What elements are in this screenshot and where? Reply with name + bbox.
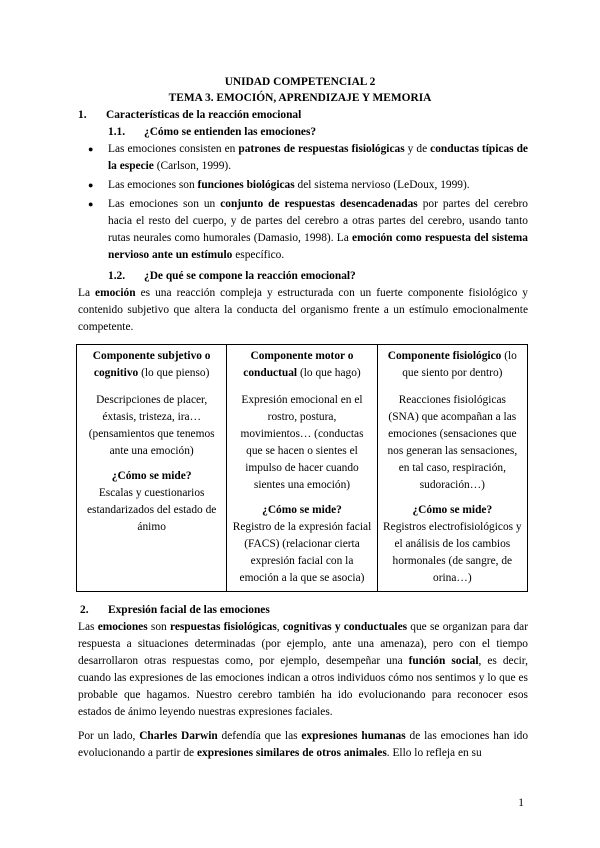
subsection-1-2-heading — [108, 268, 356, 285]
subsection-1-1-title: ¿Cómo se entienden las emociones? — [144, 126, 317, 138]
list-item: ● Las emociones consisten en patrones de respuestas fisiológicas y de conductas típicas de la especie (Carlson, 1999). — [88, 141, 528, 175]
section2-title: Expresión facial de las emociones — [108, 604, 270, 616]
subsection-1-2-title: ¿De qué se compone la reacción emocional? — [144, 270, 356, 282]
list-item: ● Las emociones son un conjunto de respuestas desencadenadas por partes del cerebro hacia el resto del cuerpo, y de partes del cerebro a otras partes del cerebro, usando tanto rutas neurales como humorales (Damasio, 1998). La emoción como respuesta del sistema nervioso ante un estímulo específico. — [88, 196, 528, 264]
section1-heading — [78, 107, 301, 124]
unit-title: UNIDAD COMPETENCIAL 2 — [224, 76, 376, 88]
subsection-1-1-heading — [108, 124, 316, 141]
component-subjective-cell: Componente subjetivo o cognitivo (lo que pienso) Descripciones de placer, éxtasis, tristeza, ira… (pensamientos que tenemos ante una emoción) ¿Cómo se mide? Escalas y cuestionarios estandarizados del estado de ánimo — [77, 345, 227, 592]
emotion-components-table — [76, 344, 528, 592]
section2-number: 2. — [80, 604, 89, 616]
page-number: 1 — [518, 797, 524, 809]
emotion-definitions-list — [88, 141, 528, 266]
component-physiological-cell: Componente fisiológico (lo que siento por dentro) Reacciones fisiológicas (SNA) que acompañan a las emociones (sensaciones que nos generan las sensaciones, en tal caso, respiración, sudoración…) ¿Cómo se mide? Registros electrofisiológicos y el análisis de los cambios hormonales (de sangre, de orina…) — [377, 345, 527, 592]
subsection-1-2-number: 1.2. — [108, 270, 126, 282]
section2-heading — [80, 602, 270, 619]
topic-title: TEMA 3. EMOCIÓN, APRENDIZAJE Y MEMORIA — [168, 92, 432, 104]
section1-number: 1. — [78, 109, 87, 121]
emotion-intro-paragraph: La emoción es una reacción compleja y estructurada con un fuerte componente fisiológico y contenido subjetivo que altera la conducta del organismo frente a un estímulo emocionalmente competente. — [78, 287, 528, 333]
subsection-1-1-number: 1.1. — [108, 126, 126, 138]
component-motor-cell: Componente motor o conductual (lo que hago) Expresión emocional en el rostro, postura, movimientos… (conductas que se hacen o sientes el impulso de hacer cuando sientes una emoción) ¿Cómo se mide? Registro de la expresión facial (FACS) (relacionar cierta expresión facial con la emoción a la que se asocia) — [227, 345, 377, 592]
list-item: ● Las emociones son funciones biológicas del sistema nervioso (LeDoux, 1999). — [88, 177, 528, 194]
section2-paragraph-2: Por un lado, Charles Darwin defendía que las expresiones humanas de las emociones han ido evolucionando a partir de expresiones similares de otros animales. Ello lo refleja en su — [78, 730, 529, 759]
section2-paragraph-1: Las emociones son respuestas fisiológicas, cognitivas y conductuales que se organizan para dar respuesta a situaciones determinadas (por ejemplo, ante una amenaza), pero con el tiempo desarrollaron otras respuestas como, por ejemplo, desempeñar una función social, es decir, cuando las expresiones de las emociones indican a otros individuos cómo nos sentimos y lo que es probable que hagamos. Nuestro cerebro también ha ido evolucionando para reconocer esos estados de ánimo leyendo nuestras expresiones faciales. — [78, 621, 529, 718]
section1-title: Características de la reacción emocional — [106, 109, 302, 121]
